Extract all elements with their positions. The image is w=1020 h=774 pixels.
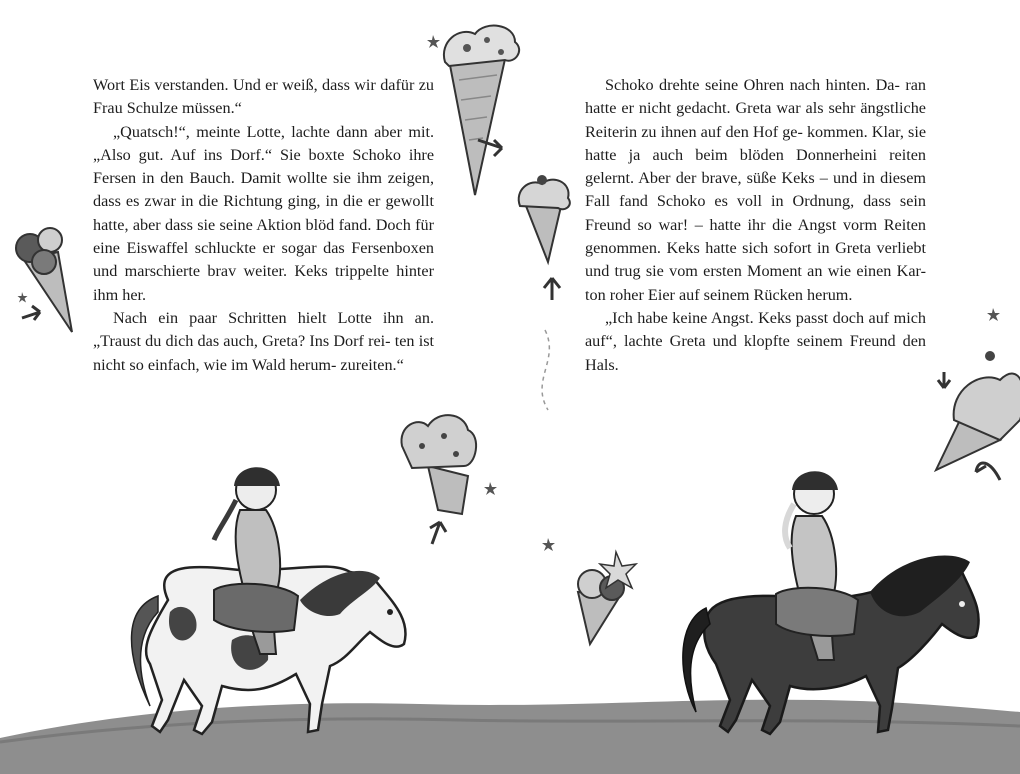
right-page-text bbox=[585, 74, 926, 377]
ice-cream-cone-icon-center bbox=[401, 415, 476, 514]
left-paragraph-1: Wort Eis verstanden. Und er weiß, dass wir dafür zu Frau Schulze müssen.“ bbox=[93, 76, 434, 118]
rider-icon-left bbox=[214, 467, 298, 654]
ice-cream-cone-icon-mid bbox=[519, 175, 570, 262]
left-paragraph-3: Nach ein paar Schritten hielt Lotte ihn an. „Traust du dich das auch, Greta? Ins Dorf rei- ten ist nicht so einfach, wie im Wald herum- zureiten.“ bbox=[93, 308, 434, 374]
grass-ground bbox=[0, 700, 1020, 774]
right-paragraph-1: Schoko drehte seine Ohren nach hinten. Da- ran hatte er nicht gedacht. Greta war als sehr ängstliche Reiterin zu ihnen auf den Hof ge- kommen. Klar, sie hatte ja auch beim blöden Donnerheini reiten gelernt. Aber der brave, süße Keks – und in diesem Fall fand Schoko es voll in Ordnung, dass sein Freund so war! – hatte ihr die Angst vorm Reiten genommen. Keks hatte sich sofort in Greta verliebt und trug sie vom ersten Moment an wie einen Kar- ton roher Eier auf seinem Rücken herum. bbox=[585, 76, 926, 304]
left-paragraph-2: „Quatsch!“, meinte Lotte, lachte dann aber mit. „Also gut. Auf ins Dorf.“ Sie boxte Schoko ihre Fersen in den Bauch. Damit wollte sie ihm zeigen, dass es zwar in die Richtung ging, in die er gewollt hatte, aber dass sie seine Aktion blöd fand. Doch für eine Eiswaffel schluckte er sogar das Fersenboxen und marschierte brav weiter. Keks trippelte hinter ihm her. bbox=[93, 122, 434, 304]
ice-cream-cone-icon-top bbox=[444, 26, 519, 195]
ice-cream-cone-icon-right bbox=[936, 351, 1020, 470]
right-paragraph-2: „Ich habe keine Angst. Keks passt doch auf mich auf“, lachte Greta und klopfte seinem Freund den Hals. bbox=[585, 308, 926, 374]
ice-cream-cone-icon-bottom bbox=[578, 552, 636, 644]
left-page-text bbox=[93, 74, 434, 377]
